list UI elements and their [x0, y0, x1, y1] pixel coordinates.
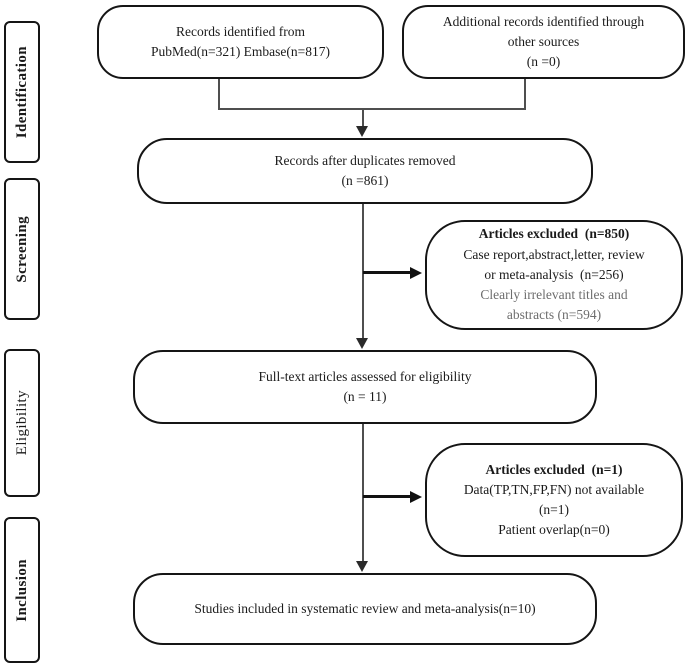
stage-screening-label: Screening [13, 215, 30, 283]
box-line: (n=1) [538, 502, 570, 517]
connector-eligibility-branch [363, 495, 411, 498]
box-fulltext-assessed [133, 350, 597, 424]
stage-identification-label: Identification [13, 45, 30, 139]
stage-identification [4, 21, 40, 163]
connector-eligibility-vertical [362, 424, 364, 562]
connector-right-stub [524, 79, 526, 110]
connector-merge-drop [362, 108, 364, 127]
box-title: Articles excluded (n=1) [485, 461, 623, 477]
box-line: Studies included in systematic review and meta-analysis(n=10) [194, 600, 536, 616]
stage-eligibility [4, 349, 40, 497]
box-line: (n =861) [341, 173, 389, 188]
box-excluded-screening [425, 220, 683, 330]
arrowhead-right-icon [410, 491, 422, 503]
connector-left-stub [218, 79, 220, 110]
box-line: Patient overlap(n=0) [498, 522, 610, 538]
stage-inclusion-label: Inclusion [13, 558, 30, 622]
stage-screening [4, 178, 40, 320]
box-line-gray: Clearly irrelevant titles and [480, 287, 628, 303]
box-records-identified [97, 5, 384, 79]
connector-merge-horizontal [218, 108, 526, 110]
box-excluded-eligibility [425, 443, 683, 557]
arrowhead-down-icon [356, 338, 368, 349]
arrowhead-down-icon [356, 561, 368, 572]
box-line: (n = 11) [343, 389, 387, 404]
box-line: PubMed(n=321) Embase(n=817) [150, 44, 331, 59]
stage-eligibility-label: Eligibility [13, 390, 30, 456]
box-line: Records identified from [176, 23, 305, 39]
box-line: Case report,abstract,letter, review [463, 246, 645, 262]
box-line: or meta-analysis (n=256) [484, 266, 624, 282]
stage-inclusion [4, 517, 40, 663]
box-line: Records after duplicates removed [274, 152, 456, 168]
connector-screening-branch [363, 271, 411, 274]
box-additional-records [402, 5, 685, 79]
box-line-gray: abstracts (n=594) [506, 307, 602, 323]
box-line: other sources [507, 33, 580, 49]
box-line: Full-text articles assessed for eligibility [258, 368, 472, 384]
arrowhead-right-icon [410, 267, 422, 279]
box-line: (n =0) [526, 54, 561, 70]
box-title: Articles excluded (n=850) [478, 226, 630, 242]
arrowhead-down-icon [356, 126, 368, 137]
box-duplicates-removed [137, 138, 593, 204]
box-line: Additional records identified through [442, 13, 645, 29]
box-included [133, 573, 597, 645]
box-line: Data(TP,TN,FP,FN) not available [463, 481, 645, 497]
